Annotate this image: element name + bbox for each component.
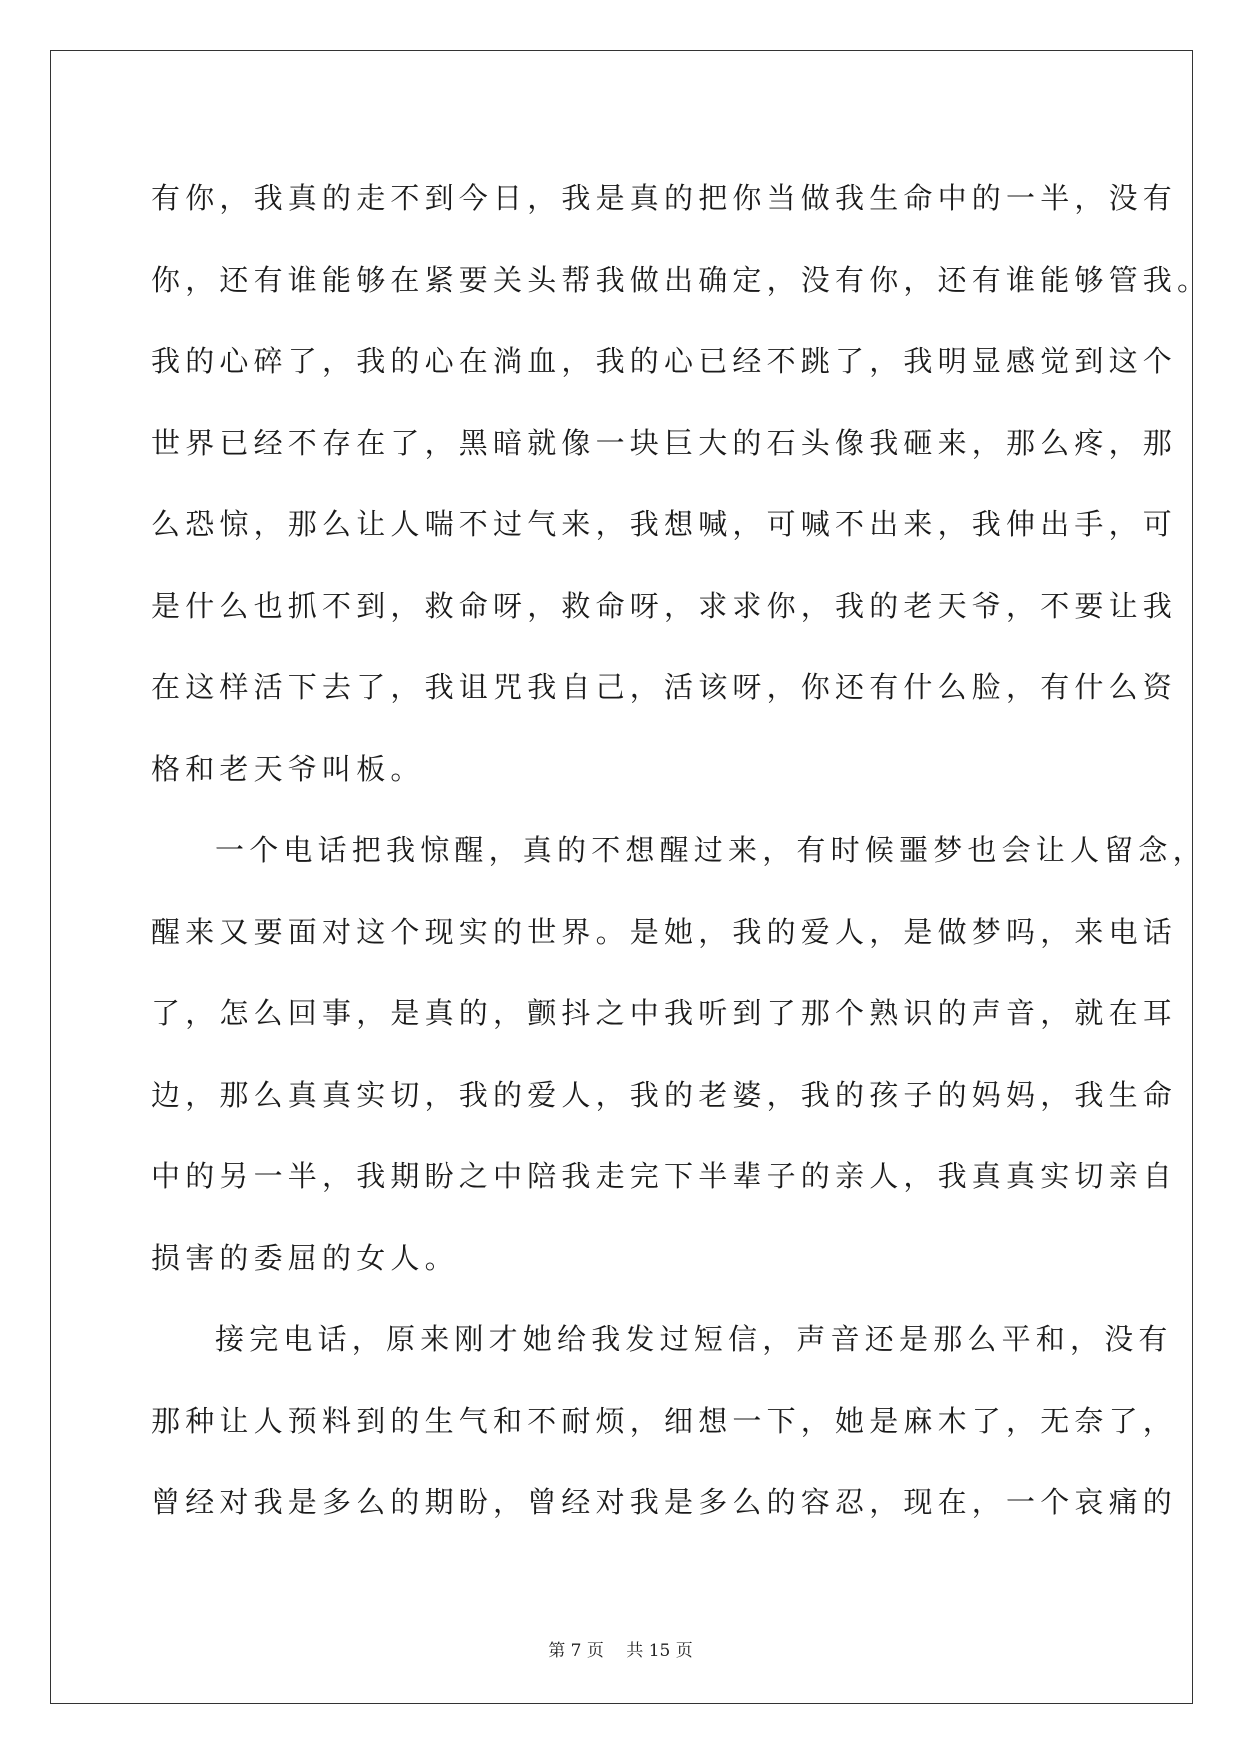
text-line: 是什么也抓不到，救命呀，救命呀，求求你，我的老天爷，不要让我: [151, 588, 1178, 623]
text-line: 损害的委屈的女人。: [151, 1240, 459, 1275]
text-line: 那种让人预料到的生气和不耐烦，细想一下，她是麻木了，无奈了，: [151, 1403, 1178, 1438]
text-line: 么恐惊，那么让人喘不过气来，我想喊，可喊不出来，我伸出手，可: [151, 507, 1178, 541]
text-line: 了，怎么回事，是真的，颤抖之中我听到了那个熟识的声音，就在耳: [151, 996, 1178, 1030]
text-line: 有你，我真的走不到今日，我是真的把你当做我生命中的一半，没有: [151, 181, 1178, 215]
text-line: 世界已经不存在了，黑暗就像一块巨大的石头像我砸来，那么疼，那: [151, 425, 1178, 460]
paragraph-start-line: 一个电话把我惊醒，真的不想醒过来，有时候噩梦也会让人留念，: [215, 833, 1207, 867]
text-line: 我的心碎了，我的心在淌血，我的心已经不跳了，我明显感觉到这个: [151, 344, 1178, 378]
text-line: 醒来又要面对这个现实的世界。是她，我的爱人，是做梦吗，来电话: [151, 914, 1178, 949]
text-line: 格和老天爷叫板。: [151, 751, 425, 786]
document-body: [151, 158, 1212, 1544]
text-line: 边，那么真真实切，我的爱人，我的老婆，我的孩子的妈妈，我生命: [151, 1077, 1178, 1112]
text-line: 你，还有谁能够在紧要关头帮我做出确定，没有你，还有谁能够管我。: [151, 262, 1212, 297]
text-line: 在这样活下去了，我诅咒我自己，活该呀，你还有什么脸，有什么资: [151, 670, 1178, 704]
page-number-footer: 第 7 页 共 15 页: [548, 1641, 693, 1661]
text-line: 中的另一半，我期盼之中陪我走完下半辈子的亲人，我真真实切亲自: [151, 1159, 1178, 1193]
text-line: 曾经对我是多么的期盼，曾经对我是多么的容忍，现在，一个哀痛的: [151, 1485, 1178, 1519]
paragraph-start-line: 接完电话，原来刚才她给我发过短信，声音还是那么平和，没有: [215, 1322, 1173, 1356]
